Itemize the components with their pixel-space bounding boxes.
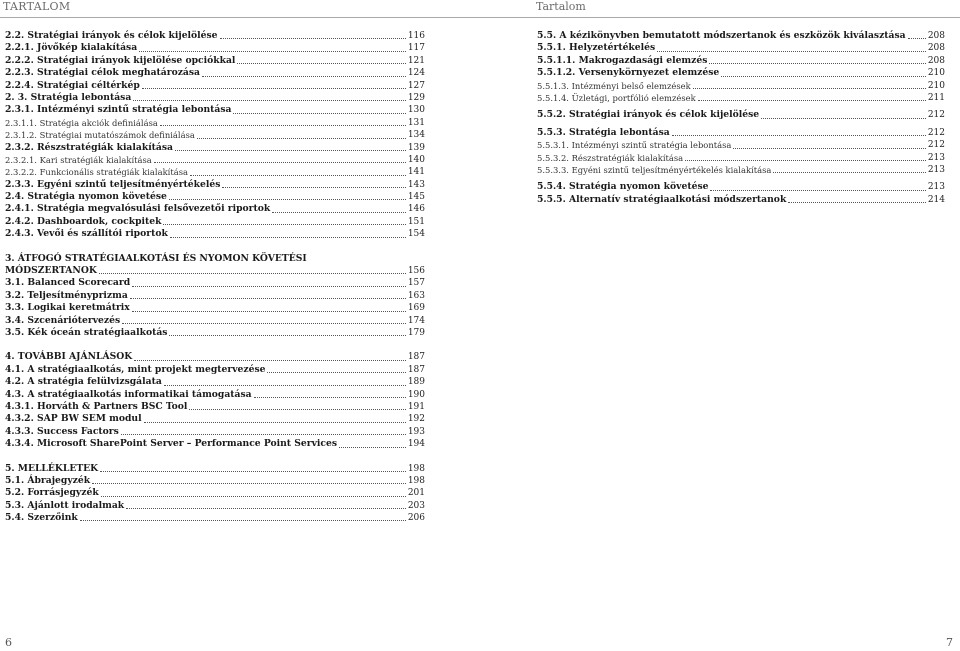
toc-entry[interactable] <box>537 67 945 79</box>
dot-leader <box>710 190 925 191</box>
toc-entry[interactable] <box>537 92 945 104</box>
dot-leader <box>908 38 926 39</box>
toc-block <box>5 351 425 450</box>
toc-entry-page: 129 <box>407 92 425 103</box>
toc-block <box>5 265 425 339</box>
dot-leader <box>788 202 926 203</box>
toc-entry-page: 187 <box>407 364 425 375</box>
toc-entry-page: 134 <box>407 130 425 141</box>
toc-entry-title: 4.3.4. Microsoft SharePoint Server – Performance Point Services <box>5 438 338 450</box>
toc-block <box>537 109 945 121</box>
toc-entry-title: 3.4. Szcenáriótervezés <box>5 314 121 326</box>
dot-leader <box>709 63 925 64</box>
toc-entry[interactable] <box>5 302 425 314</box>
toc-entry-page: 143 <box>407 179 425 190</box>
toc-entry[interactable] <box>5 30 425 42</box>
dot-leader <box>170 237 406 238</box>
toc-entry[interactable] <box>5 438 425 450</box>
toc-entry[interactable] <box>5 290 425 302</box>
toc-entry[interactable] <box>537 152 945 164</box>
dot-leader <box>126 508 406 509</box>
toc-block <box>5 463 425 525</box>
dot-leader <box>139 51 406 52</box>
toc-entry[interactable] <box>537 164 945 176</box>
toc-block <box>537 127 945 177</box>
toc-entry[interactable] <box>537 42 945 54</box>
toc-entry-page: 203 <box>407 500 425 511</box>
toc-entry-page: 191 <box>407 401 425 412</box>
dot-leader <box>122 323 406 324</box>
toc-entry-title: 2.3.1. Intézményi szintű stratégia lebontása <box>5 104 232 116</box>
left-toc-column <box>5 30 425 524</box>
toc-entry-page: 189 <box>407 377 425 388</box>
toc-entry-title: 2.4.2. Dashboardok, cockpitek <box>5 215 162 227</box>
toc-entry-title: 4.3.3. Success Factors <box>5 425 119 437</box>
dot-leader <box>773 172 925 173</box>
toc-entry[interactable] <box>5 426 425 438</box>
toc-entry[interactable] <box>5 67 425 79</box>
toc-entry[interactable] <box>5 42 425 54</box>
toc-entry[interactable] <box>5 364 425 376</box>
toc-entry[interactable] <box>5 191 425 203</box>
toc-entry-page: 140 <box>407 154 425 165</box>
toc-entry-title: 2.4.1. Stratégia megvalósulási felsővezetői riportok <box>5 203 271 215</box>
toc-entry-page: 139 <box>407 142 425 153</box>
toc-entry-title: 4.3.1. Horváth & Partners BSC Tool <box>5 400 188 412</box>
toc-entry-title: 2.3.3. Egyéni szintű teljesítményértékelés <box>5 178 221 190</box>
toc-entry-page: 127 <box>407 80 425 91</box>
toc-entry[interactable] <box>5 500 425 512</box>
toc-entry[interactable] <box>5 401 425 413</box>
toc-entry-page: 213 <box>927 152 945 163</box>
dot-leader <box>237 63 405 64</box>
dot-leader <box>254 397 406 398</box>
dot-leader <box>100 471 406 472</box>
toc-entry[interactable] <box>537 194 945 206</box>
dot-leader <box>160 125 406 126</box>
toc-block <box>537 181 945 206</box>
dot-leader <box>134 360 406 361</box>
toc-entry-page: 117 <box>407 43 425 54</box>
toc-entry[interactable] <box>5 117 425 129</box>
toc-entry-page: 201 <box>407 488 425 499</box>
dot-leader <box>657 51 926 52</box>
dot-leader <box>132 311 406 312</box>
toc-entry-page: 121 <box>407 55 425 66</box>
toc-entry-title: 2.2.4. Stratégiai céltérkép <box>5 79 140 91</box>
dot-leader <box>272 212 406 213</box>
toc-entry-title: 5.1. Ábrajegyzék <box>5 474 91 486</box>
dot-leader <box>721 76 926 77</box>
dot-leader <box>133 100 406 101</box>
toc-entry-title: 3.1. Balanced Scorecard <box>5 277 131 289</box>
toc-entry[interactable] <box>5 277 425 289</box>
toc-entry[interactable] <box>5 216 425 228</box>
left-header-title: TARTALOM <box>3 0 71 13</box>
toc-entry-title: 5.4. Szerzőink <box>5 512 78 524</box>
toc-entry-page: 213 <box>927 182 945 193</box>
toc-entry-page: 211 <box>927 92 945 103</box>
toc-entry[interactable] <box>5 351 425 363</box>
toc-entry-page: 208 <box>927 55 945 66</box>
toc-entry[interactable] <box>5 55 425 67</box>
toc-entry[interactable] <box>5 315 425 327</box>
dot-leader <box>693 88 926 89</box>
toc-entry-title: 2.2. Stratégiai irányok és célok kijelölése <box>5 29 218 41</box>
toc-entry-title: 3.2. Teljesítményprizma <box>5 289 128 301</box>
toc-entry-page: 146 <box>407 204 425 215</box>
toc-entry[interactable] <box>5 92 425 104</box>
toc-entry-title: 5.5.3.2. Részstratégiák kialakítása <box>537 152 684 163</box>
toc-entry-title: MÓDSZERTANOK <box>5 265 97 277</box>
dot-leader <box>220 38 406 39</box>
toc-entry-title: 5.5.1. Helyzetértékelés <box>537 42 656 54</box>
toc-entry-title: 2.2.3. Stratégiai célok meghatározása <box>5 67 200 79</box>
toc-entry[interactable] <box>5 512 425 524</box>
toc-entry-page: 208 <box>927 43 945 54</box>
toc-entry-title: 3.5. Kék óceán stratégiaalkotás <box>5 326 168 338</box>
toc-entry-title: 2.4.3. Vevői és szállítói riportok <box>5 228 168 240</box>
dot-leader <box>163 224 405 225</box>
toc-entry-page: 130 <box>407 105 425 116</box>
toc-entry-page: 210 <box>927 80 945 91</box>
toc-entry[interactable] <box>5 475 425 487</box>
toc-entry-page: 190 <box>407 389 425 400</box>
toc-entry-title: 5.5.1.1. Makrogazdasági elemzés <box>537 54 708 66</box>
toc-entry[interactable] <box>5 487 425 499</box>
toc-entry-title: 4.1. A stratégiaalkotás, mint projekt megtervezése <box>5 363 266 375</box>
right-page-number: 7 <box>946 636 953 649</box>
toc-entry-page: 169 <box>407 303 425 314</box>
dot-leader <box>121 434 406 435</box>
dot-leader <box>761 118 926 119</box>
toc-entry-page: 151 <box>407 216 425 227</box>
toc-entry[interactable] <box>537 127 945 139</box>
dot-leader <box>130 298 406 299</box>
toc-entry-page: 212 <box>927 140 945 151</box>
dot-leader <box>339 447 406 448</box>
toc-entry[interactable] <box>5 166 425 178</box>
toc-entry-page: 157 <box>407 278 425 289</box>
toc-entry-page: 212 <box>927 127 945 138</box>
toc-block <box>537 30 945 104</box>
dot-leader <box>99 273 406 274</box>
toc-entry[interactable] <box>5 129 425 141</box>
toc-entry-page: 192 <box>407 414 425 425</box>
toc-entry-title: 2.3.2.1. Kari stratégiák kialakítása <box>5 154 152 165</box>
dot-leader <box>169 199 406 200</box>
toc-entry-title: 4. TOVÁBBI AJÁNLÁSOK <box>5 351 133 363</box>
toc-entry-title: 2.3.2.2. Funkcionális stratégiák kialakítása <box>5 167 188 178</box>
dot-leader <box>164 385 406 386</box>
dot-leader <box>733 148 925 149</box>
dot-leader <box>189 409 405 410</box>
toc-entry-title: 5.5.1.4. Üzletági, portfólió elemzések <box>537 92 696 103</box>
dot-leader <box>197 138 406 139</box>
toc-entry[interactable] <box>5 389 425 401</box>
toc-entry[interactable] <box>5 154 425 166</box>
toc-entry-title: 2.2.2. Stratégiai irányok kijelölése opciókkal <box>5 54 236 66</box>
toc-entry[interactable] <box>5 265 425 277</box>
toc-block <box>5 30 425 241</box>
toc-entry-title: 5. MELLÉKLETEK <box>5 462 99 474</box>
toc-entry[interactable] <box>5 376 425 388</box>
toc-entry-page: 198 <box>407 475 425 486</box>
toc-entry-page: 193 <box>407 426 425 437</box>
toc-entry-title: 5.5.3.3. Egyéni szintű teljesítményértékelés kialakítása <box>537 164 772 175</box>
toc-entry-page: 145 <box>407 192 425 203</box>
toc-entry[interactable] <box>5 179 425 191</box>
toc-entry-title: 2.4. Stratégia nyomon követése <box>5 191 167 203</box>
dot-leader <box>169 335 405 336</box>
toc-entry-page: 210 <box>927 68 945 79</box>
toc-entry[interactable] <box>537 139 945 151</box>
dot-leader <box>92 483 406 484</box>
toc-entry[interactable] <box>5 203 425 215</box>
toc-entry-page: 194 <box>407 439 425 450</box>
dot-leader <box>233 113 405 114</box>
dot-leader <box>80 520 406 521</box>
toc-entry-title: 5.5.1.3. Intézményi belső elemzések <box>537 80 691 91</box>
toc-entry-title: 5.5.2. Stratégiai irányok és célok kijelölése <box>537 109 760 121</box>
dot-leader <box>685 160 926 161</box>
toc-entry-page: 154 <box>407 229 425 240</box>
toc-entry-title: 2.2.1. Jövőkép kialakítása <box>5 42 138 54</box>
dot-leader <box>698 100 926 101</box>
toc-entry-title: 5.5.3. Stratégia lebontása <box>537 126 670 138</box>
toc-entry-title: 4.3. A stratégiaalkotás informatikai támogatása <box>5 388 252 400</box>
toc-entry-page: 214 <box>927 194 945 205</box>
toc-entry[interactable] <box>537 181 945 193</box>
toc-entry-title: 5.2. Forrásjegyzék <box>5 487 99 499</box>
toc-entry[interactable] <box>5 142 425 154</box>
toc-entry-page: 213 <box>927 164 945 175</box>
toc-entry-page: 141 <box>407 167 425 178</box>
toc-entry[interactable] <box>5 413 425 425</box>
toc-entry-title: 2. 3. Stratégia lebontása <box>5 91 132 103</box>
toc-entry-title: 4.2. A stratégia felülvizsgálata <box>5 376 162 388</box>
toc-entry-page: 124 <box>407 68 425 79</box>
dot-leader <box>222 187 405 188</box>
dot-leader <box>190 175 406 176</box>
toc-entry-title: 5.5.4. Stratégia nyomon követése <box>537 181 709 193</box>
toc-entry-title: 2.3.2. Részstratégiák kialakítása <box>5 141 174 153</box>
toc-entry-page: 206 <box>407 513 425 524</box>
toc-entry-page: 187 <box>407 352 425 363</box>
toc-entry[interactable] <box>537 55 945 67</box>
left-page-header <box>0 0 480 18</box>
toc-entry-title: 2.3.1.2. Stratégiai mutatószámok definiálása <box>5 130 195 141</box>
toc-entry[interactable] <box>537 80 945 92</box>
right-toc-column <box>537 30 945 206</box>
toc-entry-page: 163 <box>407 290 425 301</box>
dot-leader <box>101 496 406 497</box>
dot-leader <box>267 372 405 373</box>
toc-entry[interactable] <box>5 327 425 339</box>
right-header-title: Tartalom <box>536 0 586 13</box>
toc-entry-title: 5.3. Ajánlott irodalmak <box>5 499 125 511</box>
toc-entry-page: 208 <box>927 30 945 41</box>
toc-entry-title: 5.5.3.1. Intézményi szintű stratégia lebontása <box>537 140 732 151</box>
dot-leader <box>154 162 406 163</box>
toc-entry-title: 3.3. Logikai keretmátrix <box>5 302 130 314</box>
toc-entry[interactable] <box>5 80 425 92</box>
dot-leader <box>132 286 406 287</box>
dot-leader <box>202 76 406 77</box>
dot-leader <box>672 135 926 136</box>
toc-entry-title: 2.3.1.1. Stratégia akciók definiálása <box>5 117 158 128</box>
dot-leader <box>144 422 406 423</box>
toc-entry-page: 156 <box>407 266 425 277</box>
toc-entry-page: 179 <box>407 327 425 338</box>
toc-entry-page: 174 <box>407 315 425 326</box>
toc-entry-title: 4.3.2. SAP BW SEM modul <box>5 413 142 425</box>
toc-entry[interactable] <box>5 104 425 116</box>
dot-leader <box>175 150 406 151</box>
toc-entry[interactable] <box>5 228 425 240</box>
toc-entry-title[interactable]: 3. ÁTFOGÓ STRATÉGIAALKOTÁSI ÉS NYOMON KÖVETÉSI <box>5 252 307 264</box>
toc-entry-page: 212 <box>927 110 945 121</box>
toc-entry-page: 131 <box>407 117 425 128</box>
toc-entry-title: 5.5.5. Alternatív stratégiaalkotási módszertanok <box>537 193 787 205</box>
left-page-number: 6 <box>5 636 12 649</box>
right-page-header <box>480 0 960 18</box>
toc-entry[interactable] <box>537 30 945 42</box>
toc-entry-title: 5.5.1.2. Versenykörnyezet elemzése <box>537 67 720 79</box>
toc-entry-page: 116 <box>407 30 425 41</box>
toc-entry-title: 5.5. A kézikönyvben bemutatott módszertanok és eszközök kiválasztása <box>537 29 906 41</box>
dot-leader <box>142 88 406 89</box>
toc-entry-page: 198 <box>407 463 425 474</box>
toc-entry[interactable] <box>537 109 945 121</box>
toc-entry[interactable] <box>5 463 425 475</box>
